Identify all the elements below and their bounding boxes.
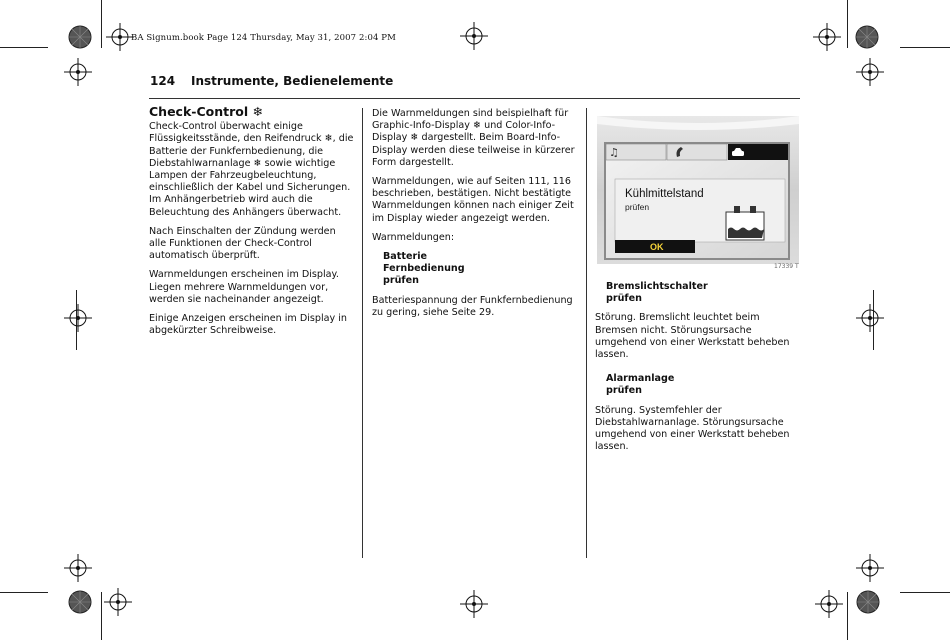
display-main-text: Kühlmittelstand <box>625 188 704 200</box>
music-note-icon: ♫ <box>609 146 619 159</box>
column-3 <box>595 281 801 460</box>
paragraph: Nach Einschalten der Zündung werden alle Funktionen der Check-Control automatisch überprüft. <box>149 225 336 262</box>
display-ok-label: OK <box>650 242 664 252</box>
section-title: Instrumente, Bedienelemente <box>191 74 394 88</box>
display-sub-text: prüfen <box>625 202 650 212</box>
warning-line: prüfen <box>606 385 642 397</box>
paragraph: Warnmeldungen erscheinen im Display. Liegen mehrere Warnmeldungen vor, werden sie nacheinander angezeigt. <box>149 269 339 305</box>
warning-message <box>372 251 577 288</box>
paragraph: Batteriespannung der Funkfernbedienung zu gering, siehe Seite 29. <box>372 294 573 318</box>
info-display-illustration <box>597 116 799 264</box>
warning-message <box>595 281 801 305</box>
warning-line: prüfen <box>606 293 642 305</box>
print-slug-line: BA Signum.book Page 124 Thursday, May 31, 2007 2:04 PM <box>131 33 396 43</box>
paragraph: Einige Anzeigen erscheinen im Display in abgekürzter Schreibweise. <box>149 313 347 337</box>
paragraph: Warnmeldungen: <box>372 231 455 243</box>
warning-line: Alarmanlage <box>606 373 675 385</box>
column-divider <box>586 108 587 558</box>
paragraph: Check-Control überwacht einige Flüssigkeitsstände, den Reifendruck ❄, die Batterie der Funkfernbedienung, die Diebstahlwarnanlage ❄ sowie wichtige Lampen der Fahrzeugbeleuchtung, einschließlich der Kabel und Sicherungen. Im Anhängerbetrieb wird auch die Beleuchtung des Anhängers überwacht. <box>149 121 354 218</box>
paragraph: Störung. Systemfehler der Diebstahlwarnanlage. Störungsursache umgehend von einer Werkstatt beheben lassen. <box>595 404 790 453</box>
warning-line: Batterie <box>383 251 427 263</box>
column-divider <box>362 108 363 558</box>
heading-text: Check-Control <box>149 104 249 119</box>
paragraph: Die Warnmeldungen sind beispielhaft für Graphic-Info-Display ❄ und Color-Info-Display ❄ dargestellt. Beim Board-Info-Display werden diese teilweise in kürzerer Form dargestellt. <box>372 108 575 168</box>
header-rule <box>149 98 800 99</box>
warning-line: Fernbedienung <box>383 263 465 275</box>
figure-number: 17339 T <box>774 263 799 270</box>
warning-line: prüfen <box>383 275 419 287</box>
paragraph: Störung. Bremslicht leuchtet beim Bremsen nicht. Störungsursache umgehend von einer Werkstatt beheben lassen. <box>595 312 790 361</box>
section-heading <box>149 106 354 118</box>
page-number: 124 <box>150 74 176 88</box>
column-2 <box>372 108 577 326</box>
snowflake-icon: ❄ <box>252 104 263 119</box>
warning-message <box>595 373 801 397</box>
column-1 <box>149 106 354 344</box>
warning-line: Bremslichtschalter <box>606 281 708 292</box>
paragraph: Warnmeldungen, wie auf Seiten 111, 116 beschrieben, bestätigen. Nicht bestätigte Warnmeldungen können nach einiger Zeit im Display wieder angezeigt werden. <box>372 176 574 224</box>
